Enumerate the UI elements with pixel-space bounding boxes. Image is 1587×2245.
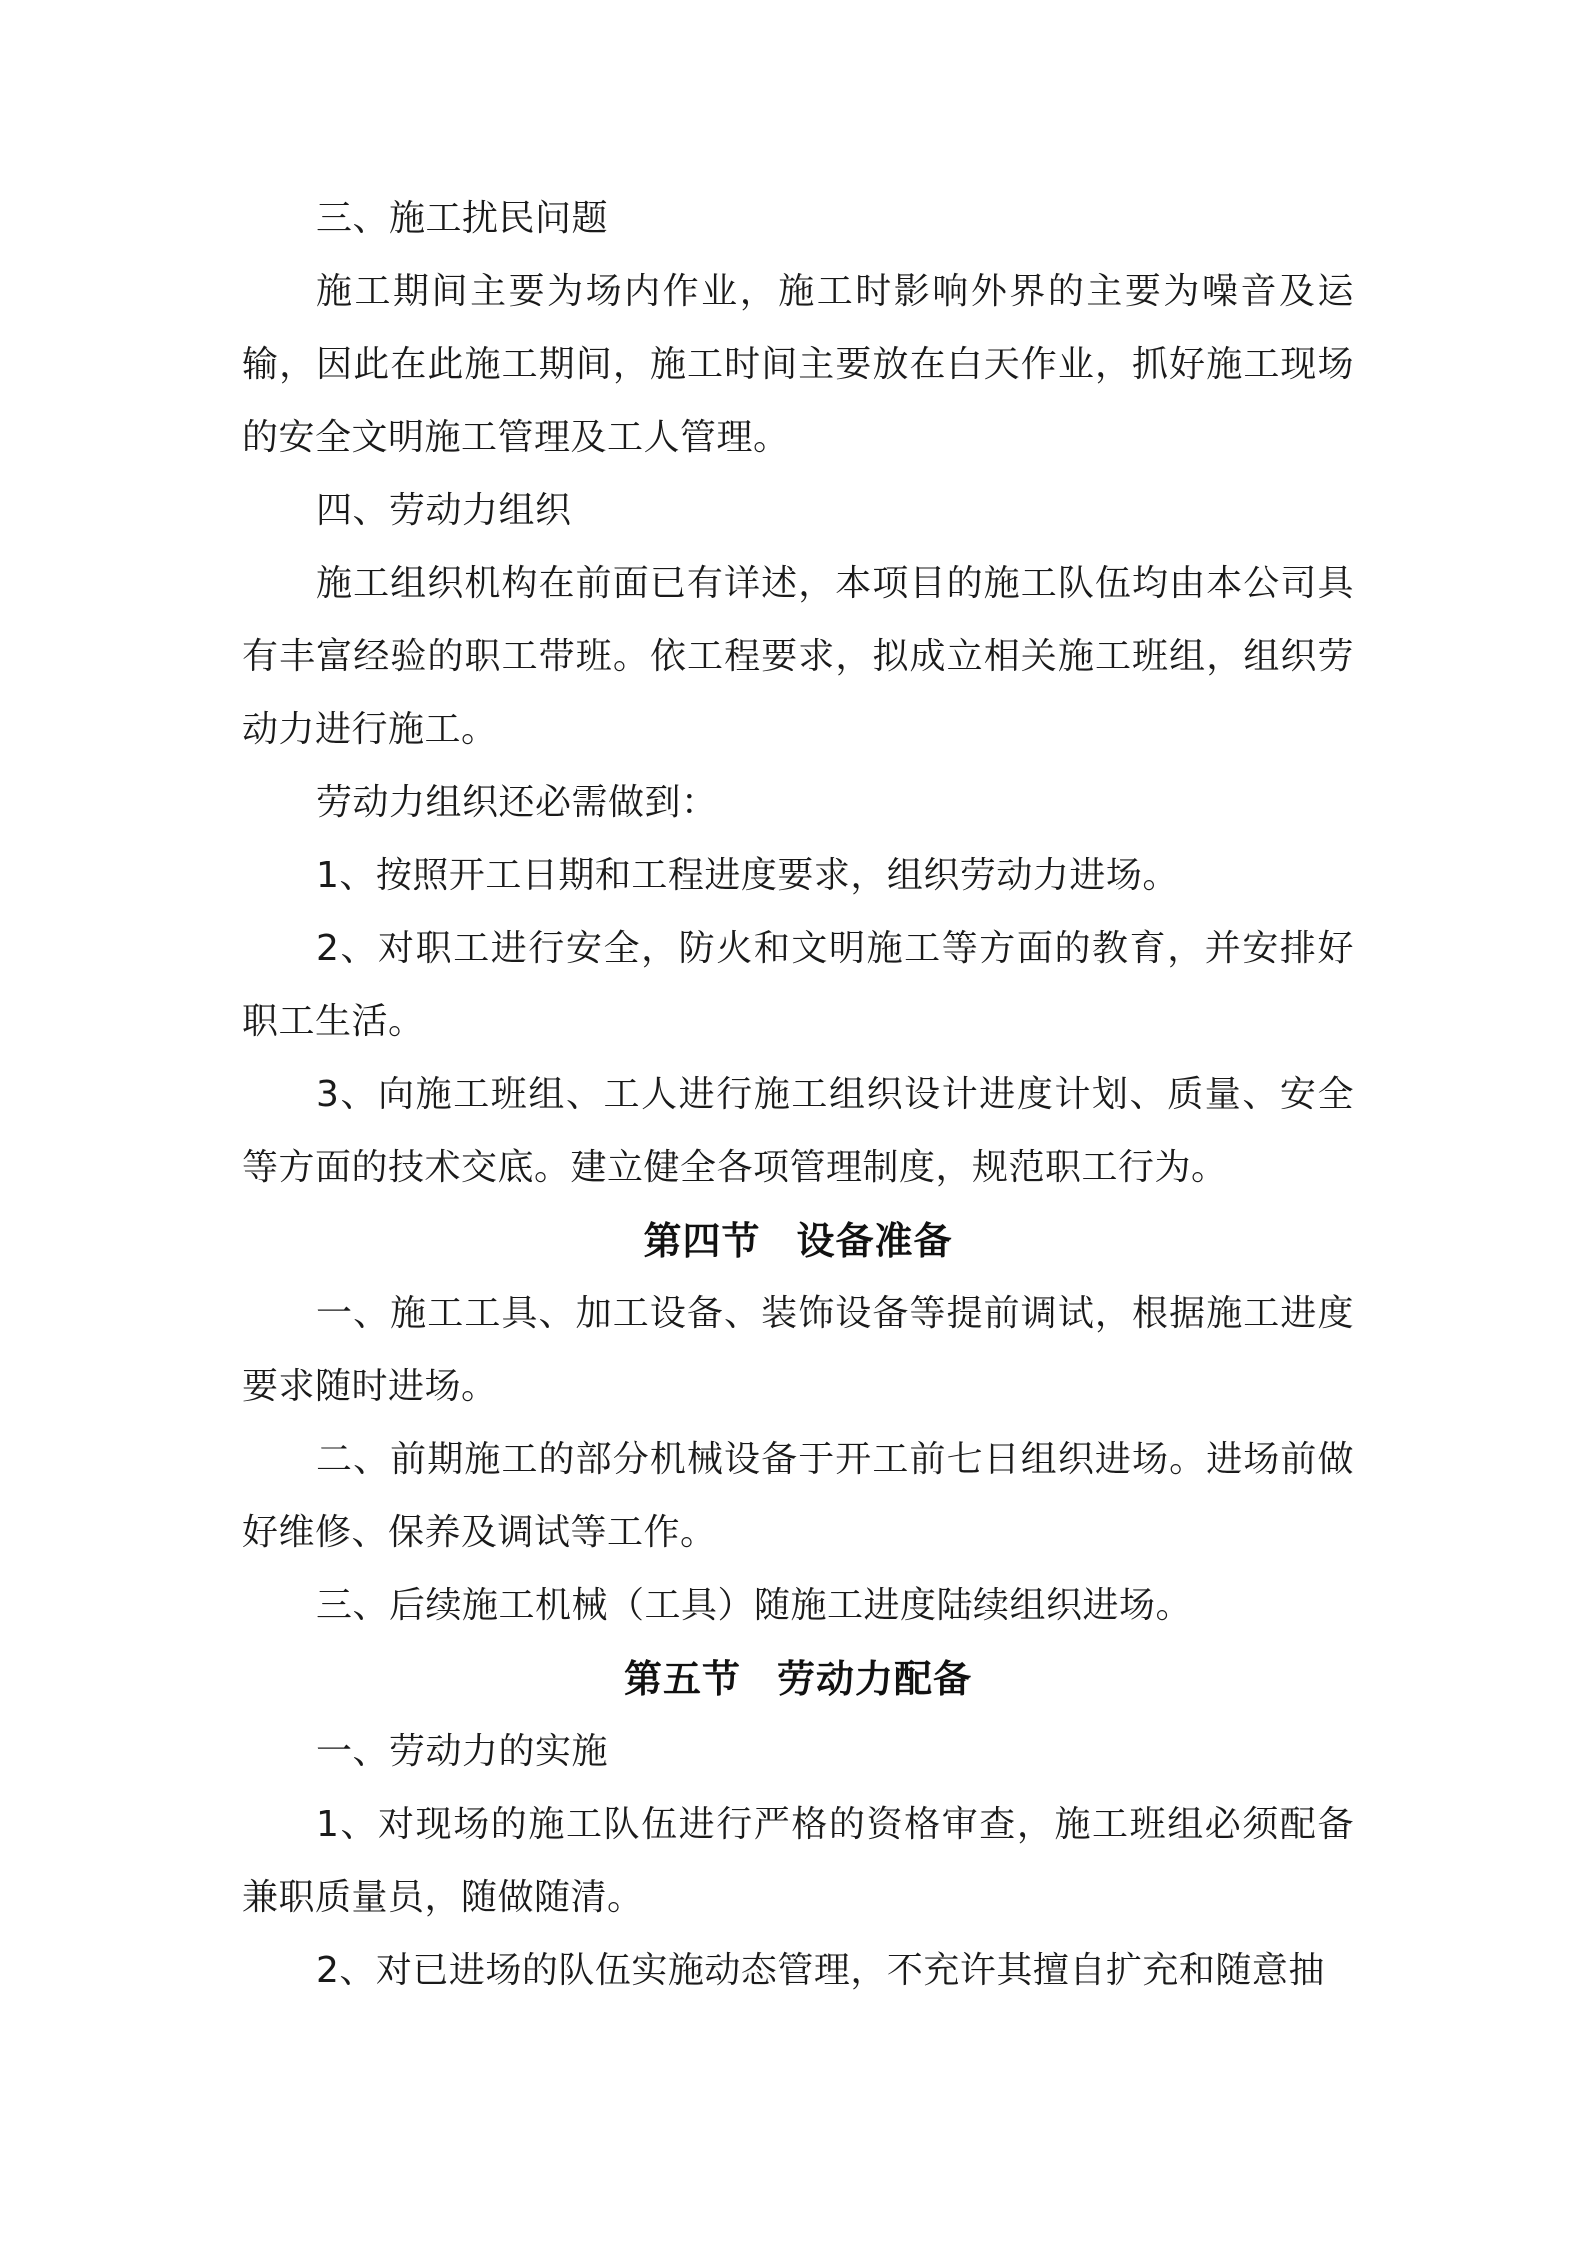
labor-item-2: 2、对已进场的队伍实施动态管理，不充许其擅自扩充和随意抽 [316,1950,1325,1991]
paragraph-labor-requirements: 劳动力组织还必需做到： [316,782,718,823]
section-title: 劳动力配备 [777,1656,973,1701]
equipment-item-3: 三、后续施工机械（工具）随施工进度陆续组织进场。 [316,1585,1193,1626]
section-title: 设备准备 [796,1218,953,1263]
section-number: 第四节 [643,1218,761,1263]
paragraph-disturbance: 施工期间主要为场内作业，施工时影响外界的主要为噪音及运输，因此在此施工期间，施工时间主要放在白天作业，抓好施工现场的安全文明施工管理及工人管理。 [242,271,1354,458]
list-item-labor-2: 2、对职工进行安全，防火和文明施工等方面的教育，并安排好职工生活。 [242,928,1354,1042]
heading-labor-implementation: 一、劳动力的实施 [316,1731,609,1772]
section-heading-equipment [242,1204,1354,1277]
heading-labor-organization: 四、劳动力组织 [316,490,572,531]
equipment-item-1: 一、施工工具、加工设备、装饰设备等提前调试，根据施工进度要求随时进场。 [242,1293,1354,1407]
heading-disturbance: 三、施工扰民问题 [316,198,609,239]
list-item-labor-3: 3、向施工班组、工人进行施工组织设计进度计划、质量、安全等方面的技术交底。建立健全各项管理制度，规范职工行为。 [242,1074,1354,1188]
equipment-item-2: 二、前期施工的部分机械设备于开工前七日组织进场。进场前做好维修、保养及调试等工作。 [242,1439,1354,1553]
section-heading-labor-allocation [242,1642,1354,1715]
section-number: 第五节 [623,1656,741,1701]
paragraph-labor-organization: 施工组织机构在前面已有详述，本项目的施工队伍均由本公司具有丰富经验的职工带班。依工程要求，拟成立相关施工班组，组织劳动力进行施工。 [242,563,1354,750]
document-body [242,182,1354,2007]
list-item-labor-1: 1、按照开工日期和工程进度要求，组织劳动力进场。 [316,855,1179,896]
labor-item-1: 1、对现场的施工队伍进行严格的资格审查，施工班组必须配备兼职质量员，随做随清。 [242,1804,1354,1918]
